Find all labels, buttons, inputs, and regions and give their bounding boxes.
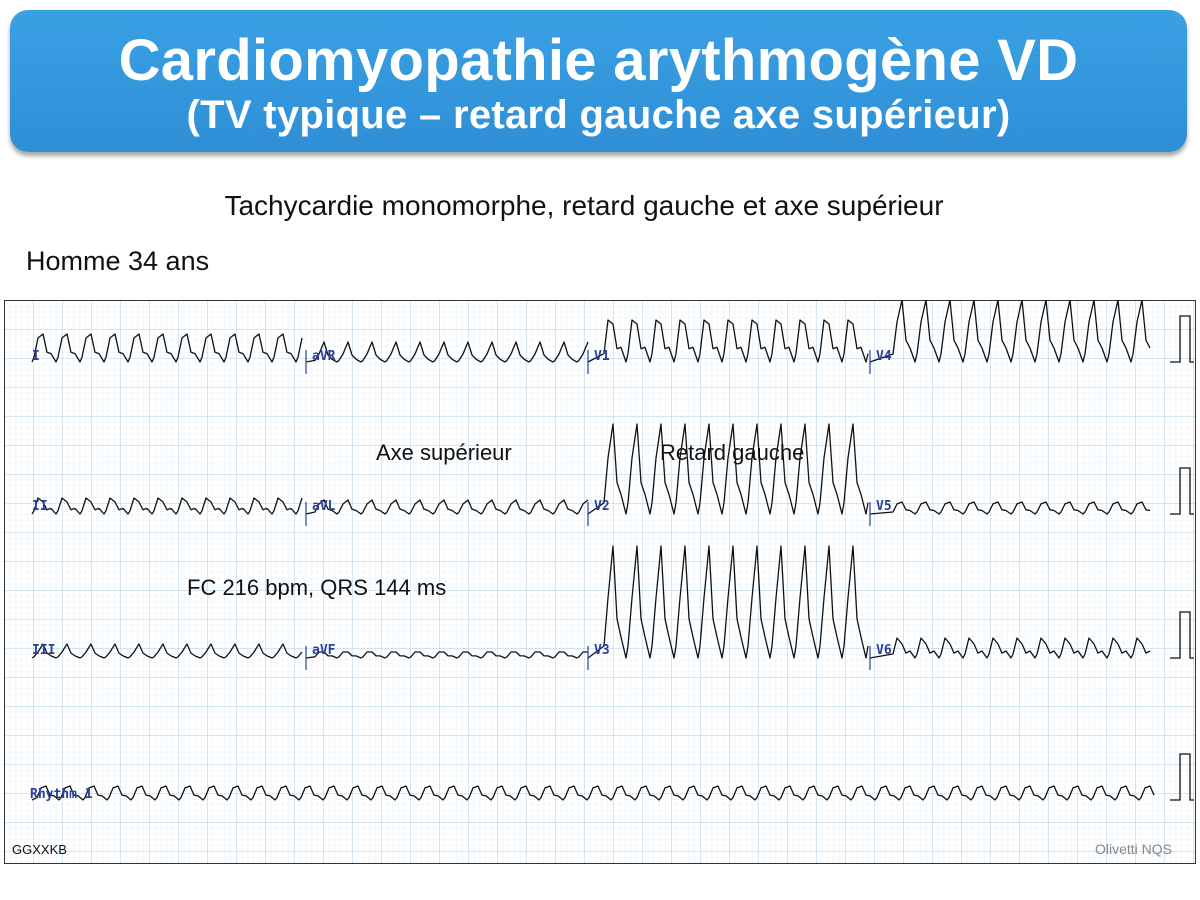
delay-annotation: Retard gauche	[660, 440, 805, 465]
lead-label-aVR: aVR	[312, 349, 336, 364]
lead-label-V2: V2	[594, 499, 610, 514]
ecg-strip	[4, 300, 1196, 864]
lead-label-aVL: aVL	[312, 499, 336, 514]
patient-info: Homme 34 ans	[26, 246, 210, 276]
lead-label-rhythm: Rhythm 1	[30, 787, 93, 802]
slide-subtitle: (TV typique – retard gauche axe supérieur)	[186, 93, 1011, 137]
axis-annotation: Axe supérieur	[376, 440, 512, 465]
lead-label-III: III	[32, 643, 56, 658]
lead-label-II: II	[32, 499, 48, 514]
footer-left-label: GGXXKB	[12, 842, 67, 857]
ecg-grid	[4, 300, 1196, 864]
slide-title: Cardiomyopathie arythmogène VD	[118, 28, 1079, 93]
title-banner	[10, 10, 1187, 152]
lead-label-V6: V6	[876, 643, 892, 658]
lead-label-V1: V1	[594, 349, 610, 364]
ecg-description: Tachycardie monomorphe, retard gauche et axe supérieur	[224, 190, 944, 221]
lead-label-V5: V5	[876, 499, 892, 514]
lead-label-I: I	[32, 349, 40, 364]
lead-label-aVF: aVF	[312, 643, 336, 658]
lead-label-V4: V4	[876, 349, 892, 364]
lead-label-V3: V3	[594, 643, 610, 658]
metrics-annotation: FC 216 bpm, QRS 144 ms	[187, 575, 447, 600]
footer-right-label: Olivetti NQS	[1094, 841, 1172, 857]
